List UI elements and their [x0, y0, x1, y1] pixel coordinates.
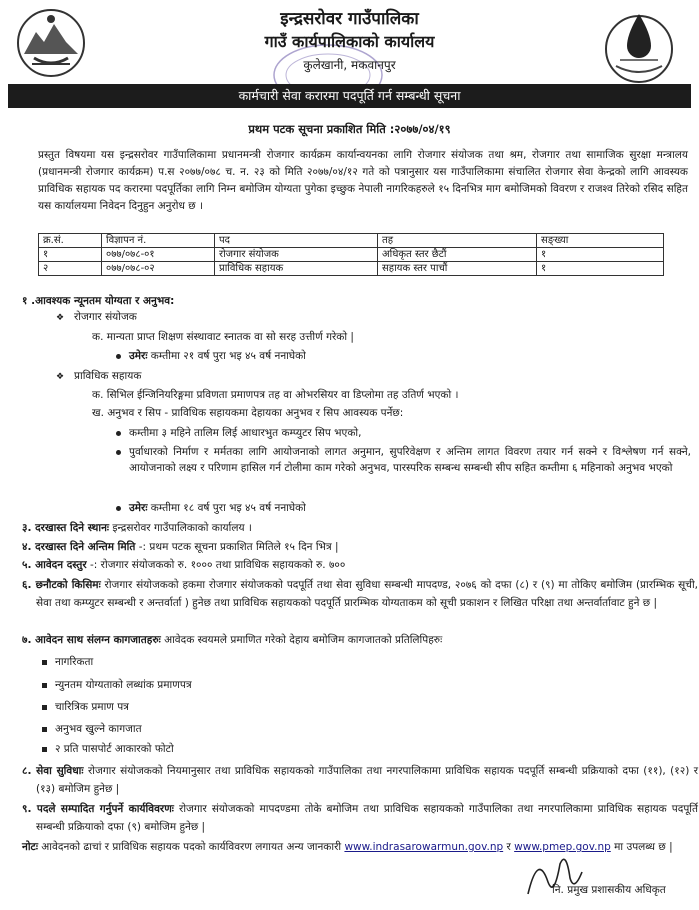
bullet-icon [116, 450, 121, 455]
section-label: ४. दरखास्त दिने अन्तिम मिति [22, 541, 136, 553]
table-header-cell: विज्ञापन नं. [102, 234, 215, 248]
vacancy-table [38, 233, 664, 276]
post-2-title [56, 368, 141, 385]
section-9 [22, 800, 698, 836]
post-1-title [56, 309, 137, 326]
publication-date: प्रथम पटक सूचना प्रकाशित मिति :२०७७/०४/१९ [248, 122, 451, 136]
section-3 [22, 520, 252, 536]
table-header-cell: सङ्ख्या [537, 234, 664, 248]
section-6 [22, 576, 698, 612]
age-label: उमेरः [129, 502, 148, 514]
skill-text: कम्तीमा ३ महिने तालिम लिई आधारभुत कम्प्युटर सिप भएको, [129, 427, 362, 439]
municipality-website-link[interactable]: www.indrasarowarmun.gov.np [344, 841, 504, 853]
document-item-text: अनुभव खुल्ने कागजात [55, 723, 142, 735]
table-cell: सहायक स्तर पाचौं [378, 262, 537, 276]
table-header-row [39, 234, 664, 248]
table-cell: १ [537, 248, 664, 262]
table-cell: रोजगार संयोजक [215, 248, 378, 262]
bullet-icon [116, 506, 121, 511]
section-label: ५. आवेदन दस्तुर [22, 559, 87, 571]
post-2-label: प्राविधिक सहायक [74, 370, 142, 382]
document-item [42, 654, 93, 670]
notice-title-banner: कार्मचारी सेवा करारमा पदपूर्ति गर्न सम्बन्धी सूचना [8, 84, 691, 108]
section-text: रोजगार संयोजकको नियमानुसार तथा प्राविधिक सहायकको गाउँपालिका तथा नगरपालिकामा प्राविधिक सहायक पदपूर्ति सम्बन्धी प्रक्रियाको दफा (११), (१२) र (१३) बमोजिम हुनेछ | [36, 765, 698, 795]
post-1-education: क. मान्यता प्राप्त शिक्षण संस्थावाट स्नातक वा सो सरह उत्तीर्ण गरेको | [92, 331, 354, 343]
document-item-text: नागरिकता [55, 656, 94, 668]
document-item-text: २ प्रति पासपोर्ट आकारको फोटो [55, 743, 174, 755]
post-1-age [116, 348, 306, 364]
section-text: इन्द्रसरोवर गाउँपालिकाको कार्यालय । [109, 522, 252, 534]
intro-paragraph: प्रस्तुत विषयमा यस इन्द्रसरोवर गाउँपालिकामा प्रधानमन्त्री रोजगार कार्यक्रम कार्यान्वयनका लागि रोजगार संयोजक तथा श्रम, रोजगार तथा सामाजिक सुरक्षा मन्त्रालय (प्रधानमन्त्री रोजगार कार्यक्रम) प.स २०७७/०७८ च. न. २३ को मिति २०७७/०४/१२ गते को पत्रानुसार यस गाउँपालिकामा संचालित रोजगार सेवा केन्द्रको लागि आवस्यक प्राविधिक सहायक पद करारमा पदपूर्तिका लागि निम्न बमोजिम योग्यता पुगेका इच्छुक नेपाली नागरिकहरुले १५ दिनभित्र माग बमोजिमको विवरण र राजश्व तिरेको रसिद सहित यस कार्यालयमा निवेदन दिनुहुन अनुरोध छ । [38, 149, 688, 212]
table-row [39, 248, 664, 262]
post-2-experience: ख. अनुभव र सिप - प्राविधिक सहायकमा देहायका अनुभव र सिप आवस्यक पर्नेछ: [92, 407, 404, 419]
age-label: उमेरः [129, 350, 148, 362]
post-2-skill-2 [116, 444, 691, 476]
document-item-text: न्युनतम योग्यताको लब्धांक प्रमाणपत्र [55, 679, 192, 691]
section-label: ८. सेवा सुविधाः [22, 765, 84, 777]
table-cell: प्राविधिक सहायक [215, 262, 378, 276]
table-header-cell: तह [378, 234, 537, 248]
document-item [42, 699, 129, 715]
table-cell: अधिकृत स्तर छैटौं [378, 248, 537, 262]
table-cell: ०७७/०७८-०१ [102, 248, 215, 262]
table-row [39, 262, 664, 276]
bullet-icon [116, 431, 121, 436]
table-cell: २ [39, 262, 102, 276]
bullet-icon [42, 705, 47, 710]
document-item [42, 741, 174, 757]
age-text: कम्तीमा १८ वर्ष पुरा भइ ४५ वर्ष ननाघेको [147, 502, 306, 514]
note-label: नोटः [22, 841, 38, 853]
section-4 [22, 539, 339, 555]
section-label: ३. दरखास्त दिने स्थानः [22, 522, 110, 534]
table-cell: १ [39, 248, 102, 262]
section-5 [22, 557, 345, 573]
document-item [42, 677, 192, 693]
note-text: र [503, 841, 515, 853]
note [22, 838, 698, 856]
diamond-bullet-icon: ❖ [56, 372, 65, 382]
pmep-website-link[interactable]: www.pmep.gov.np [514, 841, 611, 853]
post-1-label: रोजगार संयोजक [74, 311, 137, 323]
post-2-age [116, 500, 306, 516]
post-2-education: क. सिभिल ईन्जिनियरिङ्गमा प्रविणता प्रमाणपत्र तह वा ओभरसियर वा डिप्लोमा तह उतिर्ण भएको । [92, 389, 459, 401]
signatory-title: नि. प्रमुख प्रशासकीय अधिकृत [552, 884, 666, 896]
bullet-icon [42, 727, 47, 732]
table-cell: १ [537, 262, 664, 276]
post-2-skill-1 [116, 425, 361, 441]
section-label: ७. आवेदन साथ संलग्न कागजातहरुः [22, 634, 161, 646]
skill-text: पुर्वाधारको निर्माण र मर्मतका लागि आयोजनाको लागत अनुमान, सुपरिवेक्षण र अन्तिम लागत विवरण तयार गर्न सक्ने र विश्लेषण गर्न सक्ने, आयोजनाको लक्ष्य र परिणाम हासिल गर्न टोलीमा काम गरेको अनुभव, पारस्परिक सम्बन्ध सम्बन्धी सीप सहित कम्तीमा ६ महिनाको अनुभव भएको [129, 446, 691, 474]
document-item-text: चारित्रिक प्रमाण पत्र [55, 701, 129, 713]
document-item [42, 721, 142, 737]
section-text: -: प्रथम पटक सूचना प्रकाशित मितिले १५ दिन भित्र | [135, 541, 339, 553]
bullet-icon [42, 683, 47, 688]
section-text: -: रोजगार संयोजकको रु. १००० तथा प्राविधिक सहायकको रु. ७०० [86, 559, 346, 571]
section-8 [22, 762, 698, 798]
table-header-cell: पद [215, 234, 378, 248]
section-7 [22, 632, 442, 648]
table-header-cell: क्र.सं. [39, 234, 102, 248]
section-text: रोजगार संयोजकको हकमा रोजगार संयोजकको पदपूर्ति तथा सेवा सुविधा सम्बन्धी मापदण्ड, २०७६ को दफा (८) र (९) मा तोकिए बमोजिम (प्रारम्भिक सूची, सेवा तथा कम्प्युटर सम्बन्धी र अन्तर्वार्ता ) हुनेछ तथा प्राविधिक सहायकको पदपूर्ति प्रारम्भिक योग्यताकम को सूची प्रकाशन र लिखित परिक्षा तथा अन्तर्वार्तावाट हुने छ | [36, 579, 699, 609]
diamond-bullet-icon: ❖ [56, 313, 65, 323]
age-text: कम्तीमा २१ वर्ष पुरा भइ ४५ वर्ष ननाघेको [147, 350, 306, 362]
section-label: ६. छनौटको किसिमः [22, 579, 101, 591]
table-cell: ०७७/०७८-०२ [102, 262, 215, 276]
section-1-heading: १ .आवश्यक न्यूनतम योग्यता र अनुभव: [22, 295, 175, 307]
note-text: मा उपलब्ध छ | [610, 841, 673, 853]
bullet-icon [42, 747, 47, 752]
bullet-icon [42, 660, 47, 665]
office-address: कुलेखानी, मकवानपुर [303, 58, 396, 72]
section-label: ९. पदले सम्पादित गर्नुपर्ने कार्यविवरणः [22, 803, 174, 815]
note-text: आवेदनको ढाचां र प्राविधिक सहायक पदको कार्यविवरण लगायत अन्य जानकारी [37, 841, 345, 853]
section-text: आवेदक स्वयमले प्रमाणित गरेको देहाय बमोजिम कागजातको प्रतिलिपिहरुः [160, 634, 443, 646]
section-text: रोजगार संयोजकको मापदण्डमा तोके बमोजिम तथा प्राविधिक सहायकको गाउँपालिका तथा नगरपालिकामा प्राविधिक सहायक पदपूर्ति सम्बन्धी प्रक्रियाको दफा (९) बमोजिम हुनेछ | [36, 803, 698, 833]
municipality-name: इन्द्रसरोवर गाउँपालिका [280, 9, 419, 29]
bullet-icon [116, 354, 121, 359]
office-name: गाउँ कार्यपालिकाको कार्यालय [264, 32, 435, 51]
